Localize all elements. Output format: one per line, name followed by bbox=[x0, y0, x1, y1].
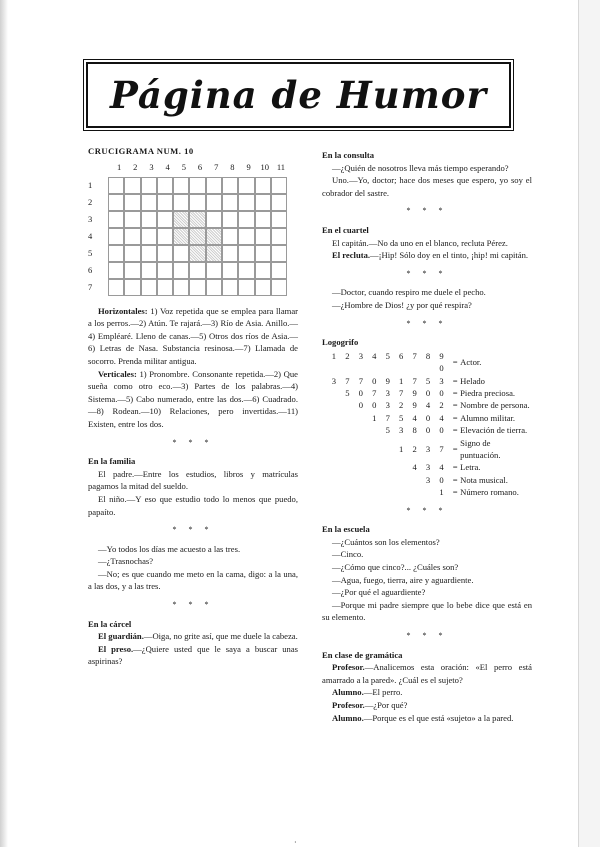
crossword-cell bbox=[173, 194, 189, 211]
crossword-cell bbox=[271, 279, 287, 296]
joke-text: —¿Quién de nosotros lleva más tiempo esperando? bbox=[332, 162, 509, 173]
crossword-cell bbox=[157, 228, 173, 245]
crossword-col-number: 7 bbox=[214, 161, 219, 172]
logogrifo-word: Signo de puntuación. bbox=[460, 437, 501, 460]
right-jokes bbox=[322, 149, 532, 330]
crossword-col-number: 5 bbox=[181, 161, 186, 172]
joke-line bbox=[88, 543, 298, 556]
crossword-cell bbox=[271, 228, 287, 245]
crossword-cell bbox=[124, 177, 140, 194]
logogrifo-numbers: 3 0 bbox=[425, 474, 448, 485]
crossword-cell bbox=[173, 262, 189, 279]
logogrifo-row bbox=[322, 461, 532, 473]
logogrifo-table bbox=[322, 350, 532, 499]
joke-text: —Agua, fuego, tierra, aire y aguardiente. bbox=[332, 574, 474, 585]
logogrifo-word: Nombre de persona. bbox=[460, 400, 530, 411]
joke-text: —¡Hip! Sólo doy en el tinto, ¡hip! mi capitán. bbox=[370, 250, 529, 261]
joke-text: —¿Quiere usted que le saya a buscar unas aspirinas? bbox=[88, 643, 299, 667]
joke-speaker: El preso. bbox=[98, 643, 134, 654]
joke-text: El padre.—Entre los estudios, libros y matrículas pagamos la mitad del sueldo. bbox=[88, 468, 298, 492]
joke-text: —Porque es el que está «sujeto» a la pared. bbox=[363, 712, 514, 723]
joke-line bbox=[322, 237, 532, 250]
crossword-cell bbox=[141, 194, 157, 211]
crossword-black-cell bbox=[206, 245, 222, 262]
crossword-cell bbox=[206, 279, 222, 296]
clues-vertical bbox=[88, 368, 298, 431]
logogrifo-numbers: 5 3 8 0 0 bbox=[385, 425, 448, 436]
logogrifo-row bbox=[322, 399, 532, 411]
crossword-col-number: 2 bbox=[133, 161, 138, 172]
crossword-cell bbox=[206, 262, 222, 279]
logogrifo-numbers: 1 bbox=[439, 487, 448, 498]
joke-line bbox=[322, 661, 532, 686]
joke-text: —¿Por qué? bbox=[364, 699, 408, 710]
page-mark: · bbox=[294, 838, 297, 847]
crossword-cell bbox=[157, 262, 173, 279]
crossword-row-number: 5 bbox=[88, 247, 93, 258]
crossword-cell bbox=[255, 279, 271, 296]
logogrifo-heading: Logogrifo bbox=[322, 337, 359, 348]
logogrifo-word: Piedra preciosa. bbox=[460, 387, 516, 398]
crossword-cell bbox=[238, 177, 254, 194]
crossword-cell bbox=[222, 245, 238, 262]
separator-stars: * * * bbox=[406, 318, 448, 328]
separator-stars: * * * bbox=[406, 505, 448, 515]
logogrifo-equals: = bbox=[452, 400, 458, 411]
crossword-cell bbox=[108, 228, 124, 245]
crossword-row-number: 3 bbox=[88, 213, 93, 224]
logogrifo-numbers: 4 3 4 bbox=[412, 462, 448, 473]
joke-line bbox=[322, 561, 532, 574]
crossword-cell bbox=[206, 177, 222, 194]
crossword-cell bbox=[238, 262, 254, 279]
logogrifo-equals: = bbox=[452, 412, 458, 423]
crossword-cell bbox=[124, 245, 140, 262]
logogrifo-equals: = bbox=[452, 425, 458, 436]
joke-text: —¿Hombre de Dios! ¿y por qué respira? bbox=[332, 299, 472, 310]
logogrifo-word: Número romano. bbox=[460, 487, 519, 498]
joke-text: —Doctor, cuando respiro me duele el pecho. bbox=[332, 287, 486, 298]
joke-text: El niño.—Y eso que estudio todo lo menos que puedo, papaíto. bbox=[88, 493, 298, 517]
crossword-col-number: 11 bbox=[276, 161, 286, 172]
joke-line bbox=[88, 643, 298, 668]
crossword-black-cell bbox=[173, 211, 189, 228]
crossword-cell bbox=[173, 279, 189, 296]
joke-line bbox=[322, 712, 532, 725]
logogrifo-equals: = bbox=[452, 487, 458, 498]
crossword-cell bbox=[108, 211, 124, 228]
joke-text: —Porque mi padre siempre que lo bebe dice que está en su elemento. bbox=[322, 599, 532, 623]
section-heading: En la familia bbox=[88, 456, 136, 467]
joke-line bbox=[322, 599, 532, 624]
crossword-col-number: 6 bbox=[197, 161, 203, 172]
crossword-cell bbox=[157, 279, 173, 296]
joke-speaker: Alumno. bbox=[332, 712, 364, 723]
joke-text: —¿Trasnochas? bbox=[98, 556, 154, 567]
logogrifo-equals: = bbox=[452, 462, 458, 473]
joke-line bbox=[322, 548, 532, 561]
crossword-black-cell bbox=[189, 211, 205, 228]
crossword-grid bbox=[108, 177, 287, 296]
clues-horizontal-label: Horizontales: bbox=[98, 305, 148, 316]
joke-speaker: Profesor. bbox=[332, 699, 365, 710]
crossword-black-cell bbox=[189, 228, 205, 245]
clues-horizontal-text: 1) Voz repetida que se emplea para llamar a los perros.—2) Atún. Te rajará.—3) Río de Asia. Anillo.—4) Empléaré. Lleno de canas.—5) Otros dos ríos de Asia.—6) Letras de Nasa. Substancia resinosa.—7) Llamada de socorro. Prenda militar antigua. bbox=[88, 305, 298, 366]
crossword-cell bbox=[108, 194, 124, 211]
logogrifo-word: Alumno militar. bbox=[460, 412, 516, 423]
crossword-cell bbox=[222, 194, 238, 211]
joke-line bbox=[88, 568, 298, 593]
crossword-cell bbox=[206, 194, 222, 211]
logogrifo-equals: = bbox=[452, 356, 458, 367]
crossword-cell bbox=[222, 262, 238, 279]
crossword-cell bbox=[157, 177, 173, 194]
crossword-cell bbox=[206, 211, 222, 228]
joke-line bbox=[88, 493, 298, 518]
joke-line bbox=[322, 286, 532, 299]
logogrifo-numbers: 3 7 7 0 9 1 7 5 3 bbox=[331, 375, 448, 386]
left-jokes bbox=[88, 455, 298, 668]
crossword-cell bbox=[271, 194, 287, 211]
crossword-cell bbox=[157, 194, 173, 211]
crossword-cell bbox=[222, 177, 238, 194]
crossword-cell bbox=[255, 177, 271, 194]
separator-stars: * * * bbox=[172, 437, 214, 447]
joke-speaker: Profesor. bbox=[332, 662, 365, 673]
crossword-cell bbox=[271, 177, 287, 194]
crossword-cell bbox=[141, 262, 157, 279]
crossword-cell bbox=[124, 228, 140, 245]
logogrifo-row bbox=[322, 486, 532, 498]
logogrifo-row bbox=[322, 387, 532, 399]
crossword-cell bbox=[108, 262, 124, 279]
crossword-cell bbox=[141, 279, 157, 296]
clues-vertical-text: 1) Pronombre. Consonante repetida.—2) Que sueña como otro eco.—3) Partes de los palabras.—4) Sistema.—5) Cabo numerado, entre las dos.—6) Cuadrado.—8) Rodean.—10) Relaciones, pero invertidas.—11) Existen, entre los dos. bbox=[88, 368, 298, 429]
crossword-cell bbox=[189, 279, 205, 296]
logogrifo-word: Helado bbox=[460, 375, 485, 386]
joke-line bbox=[88, 630, 298, 643]
joke-text: —Analicemos esta oración: «El perro está amarrado a la pared». ¿Cuál es el sujeto? bbox=[322, 662, 532, 685]
logogrifo-row bbox=[322, 375, 532, 387]
crossword-cell bbox=[157, 245, 173, 262]
crossword-cell bbox=[108, 177, 124, 194]
separator-stars: * * * bbox=[172, 525, 214, 535]
crossword-cell bbox=[141, 211, 157, 228]
crossword-row-numbers bbox=[88, 177, 98, 296]
joke-line bbox=[322, 574, 532, 587]
page-left-shadow bbox=[0, 0, 8, 847]
joke-text: Uno.—Yo, doctor; hace dos meses que espero, yo soy el cobrador del sastre. bbox=[322, 175, 532, 198]
logogrifo-numbers: 1 2 3 7 bbox=[399, 443, 448, 454]
joke-line bbox=[322, 699, 532, 712]
separator-stars: * * * bbox=[406, 630, 448, 640]
crossword-col-number: 10 bbox=[260, 161, 270, 172]
crossword-cell bbox=[238, 228, 254, 245]
joke-text: —¿Cómo que cinco?... ¿Cuáles son? bbox=[332, 561, 459, 572]
crossword-cell bbox=[222, 211, 238, 228]
crossword-cell bbox=[222, 279, 238, 296]
crossword-column-numbers bbox=[111, 161, 289, 174]
crossword-cell bbox=[173, 177, 189, 194]
crossword-col-number: 1 bbox=[116, 161, 122, 172]
logogrifo-numbers: 1 7 5 4 0 4 bbox=[372, 412, 448, 423]
logogrifo-row bbox=[322, 350, 532, 375]
crossword-cell bbox=[238, 245, 254, 262]
crossword-row-number: 1 bbox=[88, 179, 93, 190]
logogrifo-row bbox=[322, 412, 532, 424]
crossword-cell bbox=[124, 211, 140, 228]
joke-text: —Cinco. bbox=[332, 549, 364, 560]
section-heading: En el cuartel bbox=[322, 224, 369, 235]
title-banner bbox=[86, 62, 511, 128]
crossword-col-number: 3 bbox=[149, 161, 154, 172]
logogrifo-row bbox=[322, 474, 532, 486]
joke-speaker: El recluta. bbox=[332, 250, 371, 261]
logogrifo-equals: = bbox=[452, 474, 458, 485]
logogrifo-numbers: 1 2 3 4 5 6 7 8 9 0 bbox=[331, 350, 448, 374]
joke-line bbox=[88, 555, 298, 568]
left-column bbox=[88, 145, 298, 668]
logogrifo-word: Nota musical. bbox=[460, 474, 508, 485]
joke-text: —¿Por qué el aguardiente? bbox=[332, 587, 426, 598]
crossword-black-cell bbox=[189, 245, 205, 262]
crossword-cell bbox=[124, 194, 140, 211]
separator-stars: * * * bbox=[172, 600, 214, 610]
logogrifo-equals: = bbox=[452, 443, 458, 454]
crossword-cell bbox=[141, 228, 157, 245]
crossword-cell bbox=[189, 194, 205, 211]
crossword bbox=[88, 161, 298, 297]
crossword-black-cell bbox=[173, 228, 189, 245]
crossword-cell bbox=[124, 262, 140, 279]
crossword-cell bbox=[108, 245, 124, 262]
crossword-cell bbox=[108, 279, 124, 296]
crossword-col-number: 4 bbox=[165, 161, 170, 172]
joke-line bbox=[322, 686, 532, 699]
section-heading: En clase de gramática bbox=[322, 649, 403, 660]
logogrifo-equals: = bbox=[452, 387, 458, 398]
crossword-cell bbox=[255, 245, 271, 262]
crossword-cell bbox=[255, 211, 271, 228]
crossword-cell bbox=[189, 177, 205, 194]
crossword-row-number: 4 bbox=[88, 230, 93, 241]
joke-text: —Oiga, no grite así, que me duele la cabeza. bbox=[143, 631, 298, 642]
joke-line bbox=[322, 586, 532, 599]
joke-line bbox=[88, 468, 298, 493]
right-jokes-2 bbox=[322, 523, 532, 724]
crossword-cell bbox=[271, 262, 287, 279]
crossword-cell bbox=[173, 245, 189, 262]
crossword-cell bbox=[189, 262, 205, 279]
joke-line bbox=[322, 249, 532, 262]
crossword-cell bbox=[255, 228, 271, 245]
right-column bbox=[322, 145, 532, 724]
crossword-cell bbox=[141, 177, 157, 194]
page-right-edge bbox=[578, 0, 600, 847]
logogrifo-row bbox=[322, 437, 532, 462]
crossword-cell bbox=[238, 194, 254, 211]
crossword-col-number: 9 bbox=[246, 161, 251, 172]
crossword-black-cell bbox=[206, 228, 222, 245]
joke-line bbox=[322, 299, 532, 312]
crossword-cell bbox=[255, 194, 271, 211]
crossword-cell bbox=[238, 279, 254, 296]
joke-text: —No; es que cuando me meto en la cama, digo: a la una, a las dos, y a las tres. bbox=[88, 568, 298, 592]
joke-line bbox=[322, 162, 532, 175]
crossword-cell bbox=[238, 211, 254, 228]
separator-stars: * * * bbox=[406, 268, 448, 278]
logogrifo-numbers: 5 0 7 3 7 9 0 0 bbox=[345, 387, 448, 398]
section-heading: En la consulta bbox=[322, 150, 375, 160]
logogrifo-equals: = bbox=[452, 375, 458, 386]
logogrifo-word: Elevación de tierra. bbox=[460, 425, 528, 436]
joke-line bbox=[322, 536, 532, 549]
crossword-row-number: 6 bbox=[88, 264, 93, 275]
logogrifo-word: Actor. bbox=[460, 356, 482, 367]
section-heading: En la escuela bbox=[322, 524, 370, 535]
crossword-row-number: 2 bbox=[88, 196, 93, 207]
logogrifo-row bbox=[322, 424, 532, 436]
joke-text: El capitán.—No da uno en el blanco, recluta Pérez. bbox=[332, 237, 508, 248]
crossword-cell bbox=[141, 245, 157, 262]
clues-horizontal bbox=[88, 305, 298, 368]
crossword-cell bbox=[255, 262, 271, 279]
logogrifo-word: Letra. bbox=[460, 462, 481, 473]
joke-line bbox=[322, 174, 532, 199]
crossword-cell bbox=[157, 211, 173, 228]
logogrifo-numbers: 0 0 3 2 9 4 2 bbox=[358, 400, 448, 411]
crossword-row-number: 7 bbox=[88, 281, 93, 292]
crossword-cell bbox=[271, 211, 287, 228]
joke-text: —Yo todos los días me acuesto a las tres. bbox=[98, 543, 241, 554]
joke-text: —El perro. bbox=[363, 687, 403, 698]
joke-speaker: El guardián. bbox=[98, 631, 144, 642]
crossword-col-number: 8 bbox=[230, 161, 235, 172]
separator-stars: * * * bbox=[406, 206, 448, 216]
crossword-cell bbox=[124, 279, 140, 296]
crossword-cell bbox=[271, 245, 287, 262]
clues-vertical-label: Verticales: bbox=[98, 368, 137, 379]
crossword-cell bbox=[222, 228, 238, 245]
crossword-title: CRUCIGRAMA NUM. 10 bbox=[88, 146, 194, 156]
joke-speaker: Alumno. bbox=[332, 687, 364, 698]
joke-text: —¿Cuántos son los elementos? bbox=[332, 536, 440, 547]
page-title: Página de Humor bbox=[110, 73, 487, 117]
section-heading: En la cárcel bbox=[88, 618, 132, 629]
